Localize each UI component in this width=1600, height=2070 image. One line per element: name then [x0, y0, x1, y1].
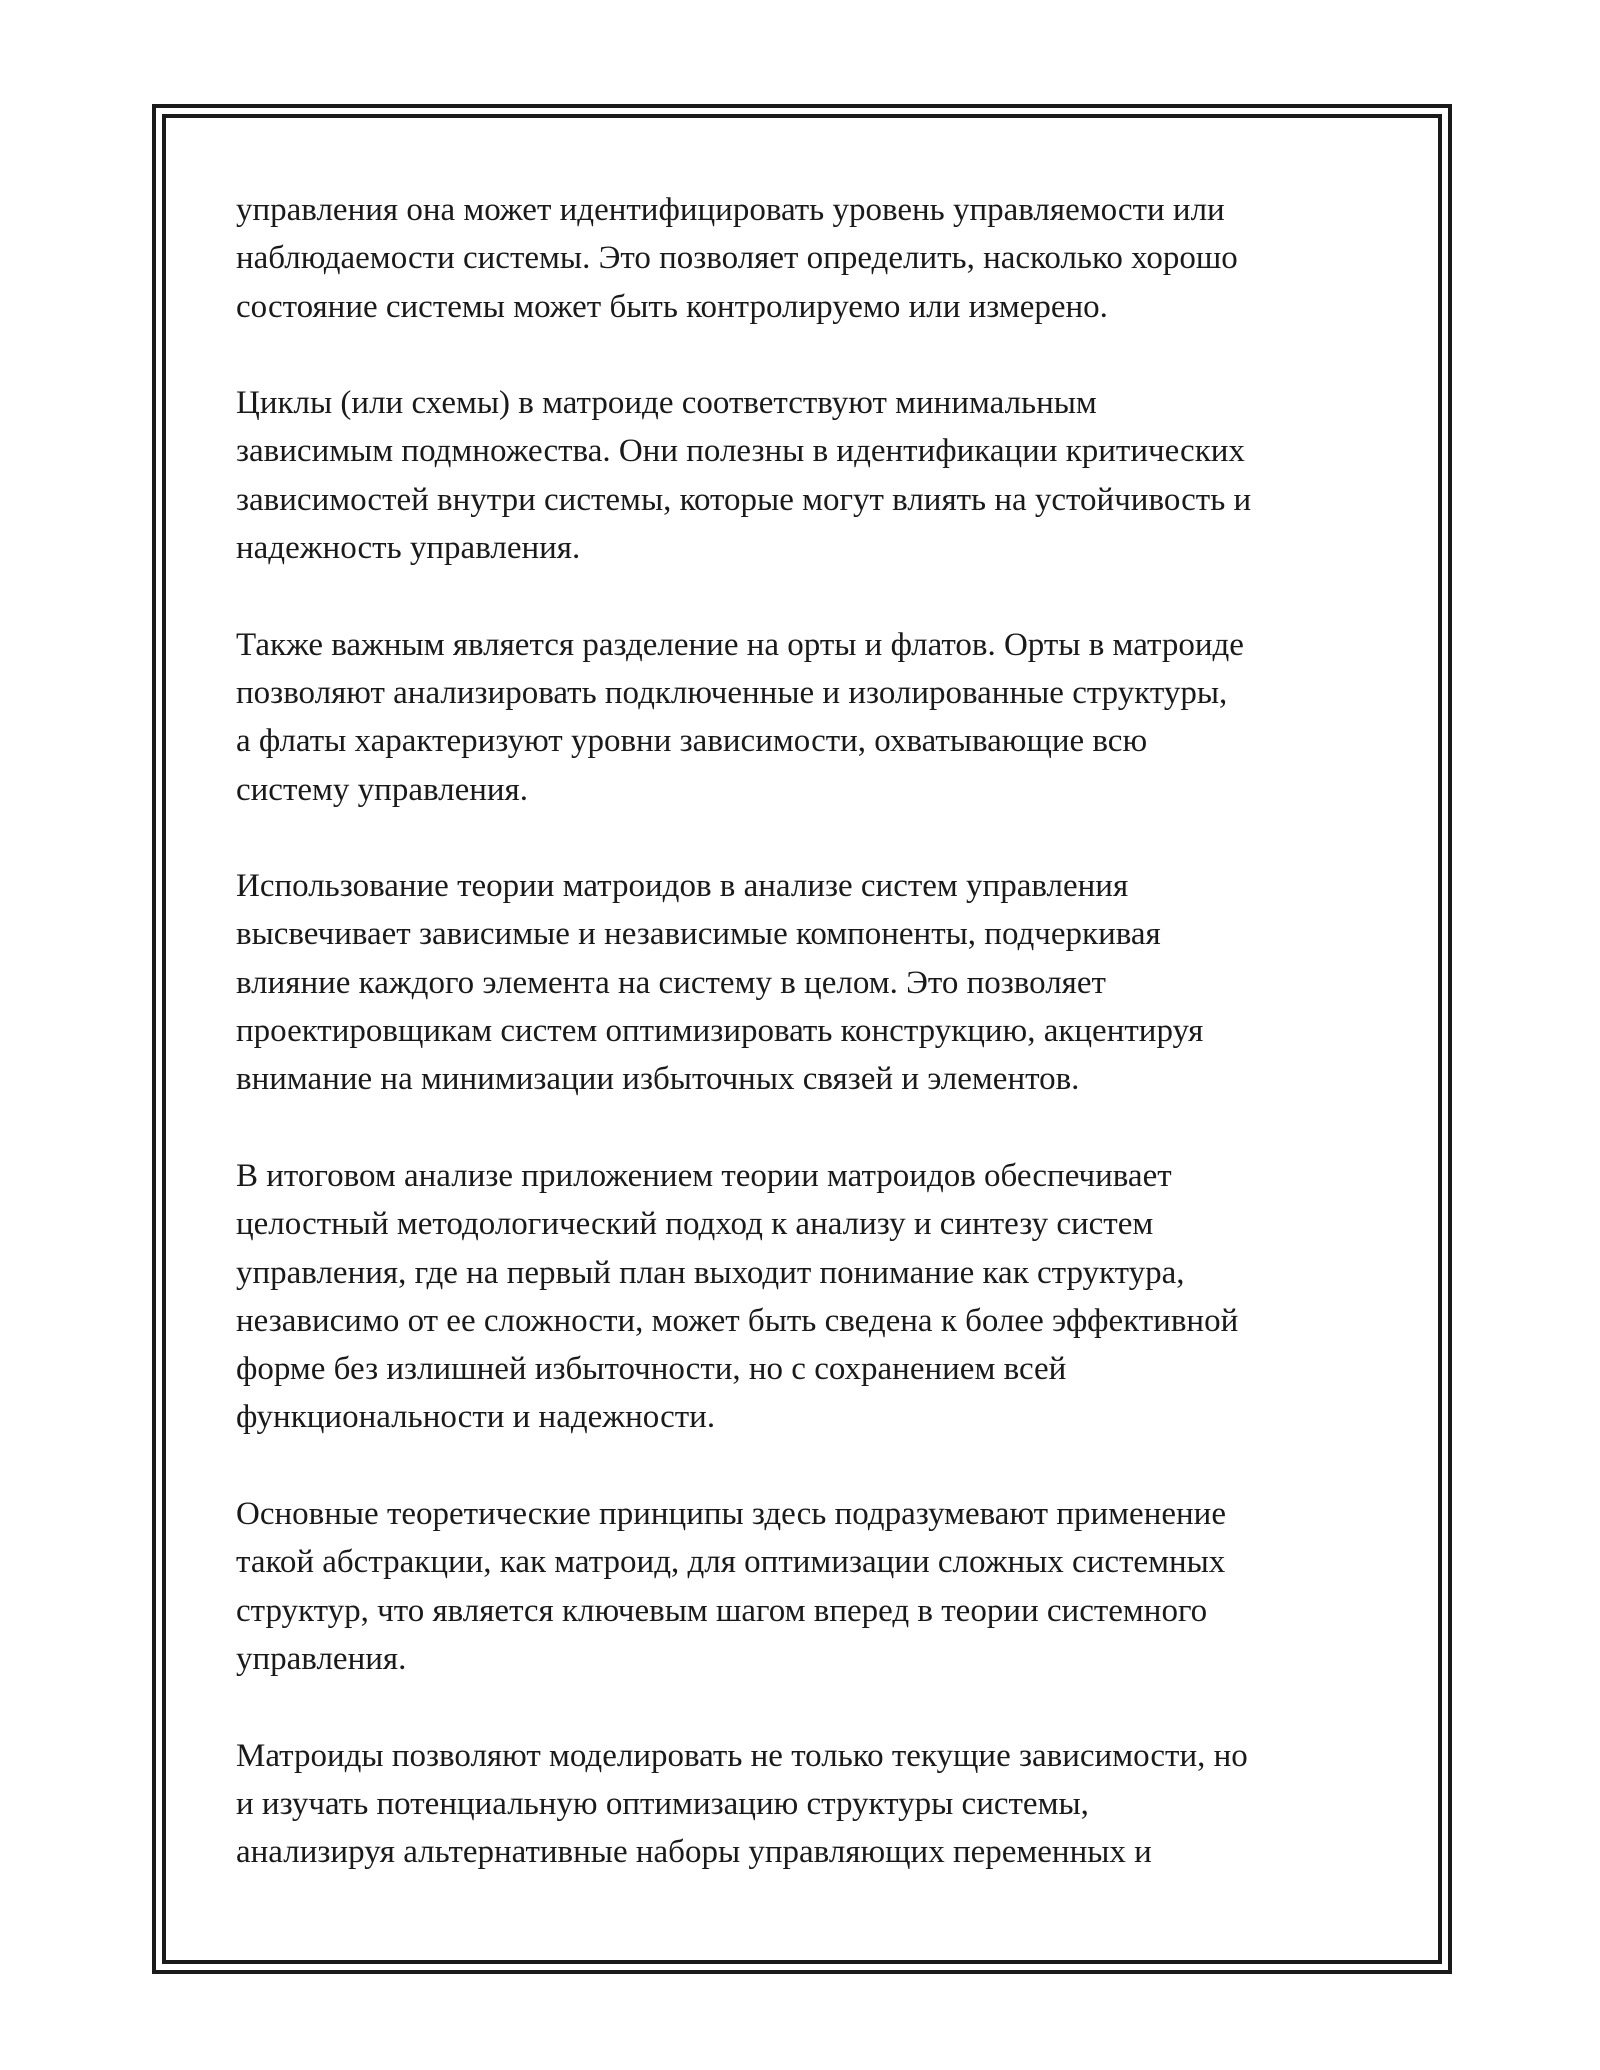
text-line: надежность управления. — [236, 530, 581, 567]
text-line: проектировщикам систем оптимизировать конструкцию, акцентируя — [236, 1013, 1204, 1050]
paragraph-1 — [236, 186, 1396, 331]
text-line: Также важным является разделение на орты и флатов. Орты в матроиде — [236, 626, 1244, 663]
text-line: Основные теоретические принципы здесь подразумевают применение — [236, 1496, 1226, 1533]
text-line: Циклы (или схемы) в матроиде соответствуют минимальным — [236, 385, 1097, 422]
paragraph-6 — [236, 1490, 1396, 1683]
text-line: функциональности и надежности. — [236, 1399, 716, 1436]
text-line: позволяют анализировать подключенные и изолированные структуры, — [236, 674, 1228, 711]
text-line: форме без излишней избыточности, но с сохранением всей — [236, 1351, 1067, 1388]
paragraph-4 — [236, 862, 1396, 1103]
text-line: Использование теории матроидов в анализе систем управления — [236, 868, 1129, 905]
text-line: зависимым подмножества. Они полезны в идентификации критических — [236, 433, 1245, 470]
text-line: такой абстракции, как матроид, для оптимизации сложных системных — [236, 1544, 1226, 1581]
text-line: внимание на минимизации избыточных связей и элементов. — [236, 1061, 1080, 1098]
text-line: наблюдаемости системы. Это позволяет определить, насколько хорошо — [236, 240, 1238, 277]
text-line: и изучать потенциальную оптимизацию структуры системы, — [236, 1785, 1089, 1822]
document-body — [236, 186, 1396, 1925]
text-line: состояние системы может быть контролируемо или измерено. — [236, 288, 1108, 325]
text-line: управления она может идентифицировать уровень управляемости или — [236, 192, 1225, 228]
text-line: управления, где на первый план выходит понимание как структура, — [236, 1254, 1185, 1291]
text-line: зависимостей внутри системы, которые могут влиять на устойчивость и — [236, 481, 1252, 518]
text-line: высвечивает зависимые и независимые компоненты, подчеркивая — [236, 916, 1161, 953]
text-line: систему управления. — [236, 771, 528, 808]
text-line: целостный методологический подход к анализу и синтезу систем — [236, 1206, 1154, 1243]
paragraph-2 — [236, 379, 1396, 572]
text-line: анализируя альтернативные наборы управляющих переменных и — [236, 1834, 1152, 1871]
paragraph-5 — [236, 1152, 1396, 1442]
text-line: Матроиды позволяют моделировать не только текущие зависимости, но — [236, 1737, 1248, 1774]
text-line: независимо от ее сложности, может быть сведена к более эффективной — [236, 1302, 1239, 1339]
text-line: В итоговом анализе приложением теории матроидов обеспечивает — [236, 1157, 1172, 1194]
paragraph-7 — [236, 1732, 1396, 1877]
text-line: а флаты характеризуют уровни зависимости, охватывающие всю — [236, 723, 1148, 760]
paragraph-3 — [236, 621, 1396, 814]
text-line: структур, что является ключевым шагом вперед в теории системного — [236, 1592, 1208, 1629]
text-line: управления. — [236, 1640, 407, 1677]
text-line: влияние каждого элемента на систему в целом. Это позволяет — [236, 964, 1106, 1001]
